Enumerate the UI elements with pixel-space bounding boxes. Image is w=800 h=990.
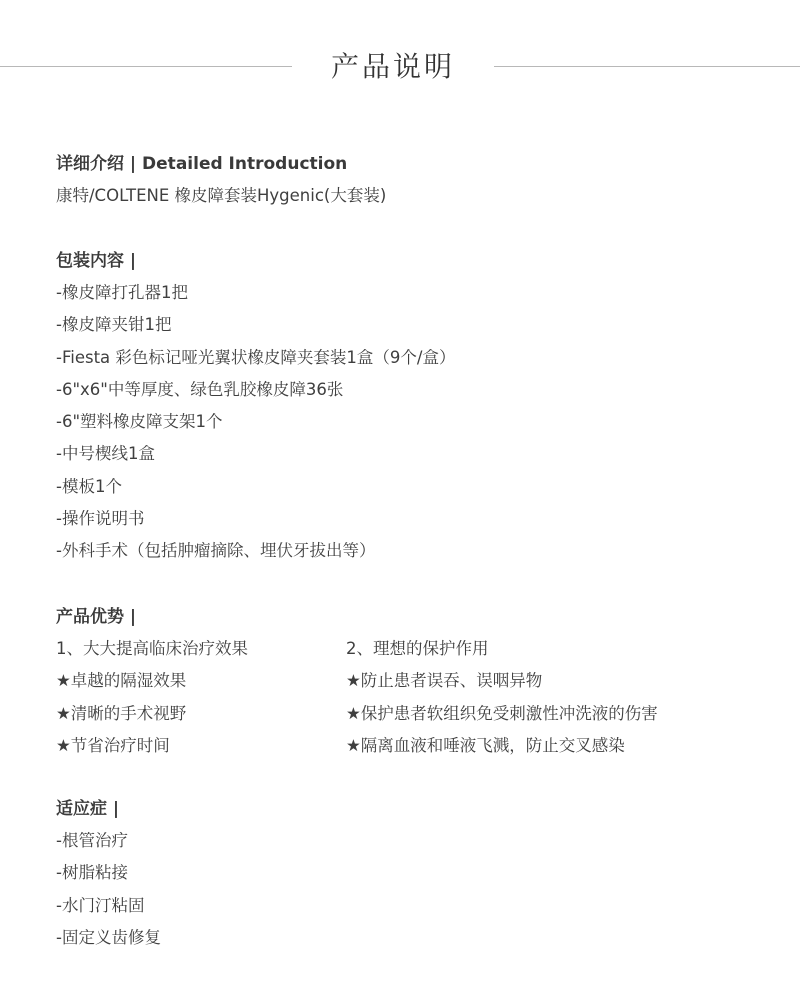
- indication-item: -水门汀粘固: [56, 895, 145, 915]
- advantages-left-column: [56, 633, 346, 762]
- advantage-item: ★清晰的手术视野: [56, 703, 187, 723]
- indication-item: -固定义齿修复: [56, 927, 161, 947]
- indications-section: [56, 793, 776, 954]
- intro-section: [56, 148, 776, 212]
- package-heading: 包装内容 |: [56, 251, 137, 271]
- indication-item: -树脂粘接: [56, 863, 128, 883]
- header-divider-left: [0, 66, 292, 67]
- package-item: -外科手术（包括肿瘤摘除、埋伏牙拔出等）: [56, 541, 376, 561]
- intro-heading: 详细介绍 | Detailed Introduction: [56, 154, 348, 174]
- header-divider-right: [494, 66, 800, 67]
- advantage-item: ★防止患者误吞、误咽异物: [346, 671, 543, 691]
- advantages-section: [56, 601, 776, 762]
- page-header: [0, 44, 800, 92]
- package-item: -操作说明书: [56, 509, 145, 529]
- package-item: -中号楔线1盒: [56, 444, 155, 464]
- package-section: [56, 245, 776, 568]
- package-item: -6"塑料橡皮障支架1个: [56, 412, 223, 432]
- advantage-item: 2、理想的保护作用: [346, 639, 489, 658]
- advantage-item: ★隔离血液和唾液飞溅，防止交叉感染: [346, 735, 625, 755]
- indication-item: -根管治疗: [56, 831, 128, 850]
- intro-text: 康特/COLTENE 橡皮障套装Hygenic(大套装): [56, 186, 387, 205]
- advantage-item: ★卓越的隔湿效果: [56, 671, 187, 691]
- package-item: -橡皮障打孔器1把: [56, 283, 188, 302]
- advantages-columns: [56, 633, 776, 762]
- advantage-item: ★节省治疗时间: [56, 735, 170, 755]
- advantage-item: ★保护患者软组织免受刺激性冲洗液的伤害: [346, 703, 658, 723]
- package-item: -模板1个: [56, 476, 122, 496]
- advantages-heading: 产品优势 |: [56, 607, 137, 627]
- package-item: -Fiesta 彩色标记哑光翼状橡皮障夹套装1盒（9个/盒）: [56, 347, 456, 367]
- advantages-right-column: [346, 633, 776, 762]
- page-title: 产品说明: [330, 50, 455, 83]
- package-item: -6"x6"中等厚度、绿色乳胶橡皮障36张: [56, 379, 344, 399]
- advantage-item: 1、大大提高临床治疗效果: [56, 639, 248, 658]
- indications-heading: 适应症 |: [56, 799, 120, 819]
- package-item: -橡皮障夹钳1把: [56, 315, 172, 335]
